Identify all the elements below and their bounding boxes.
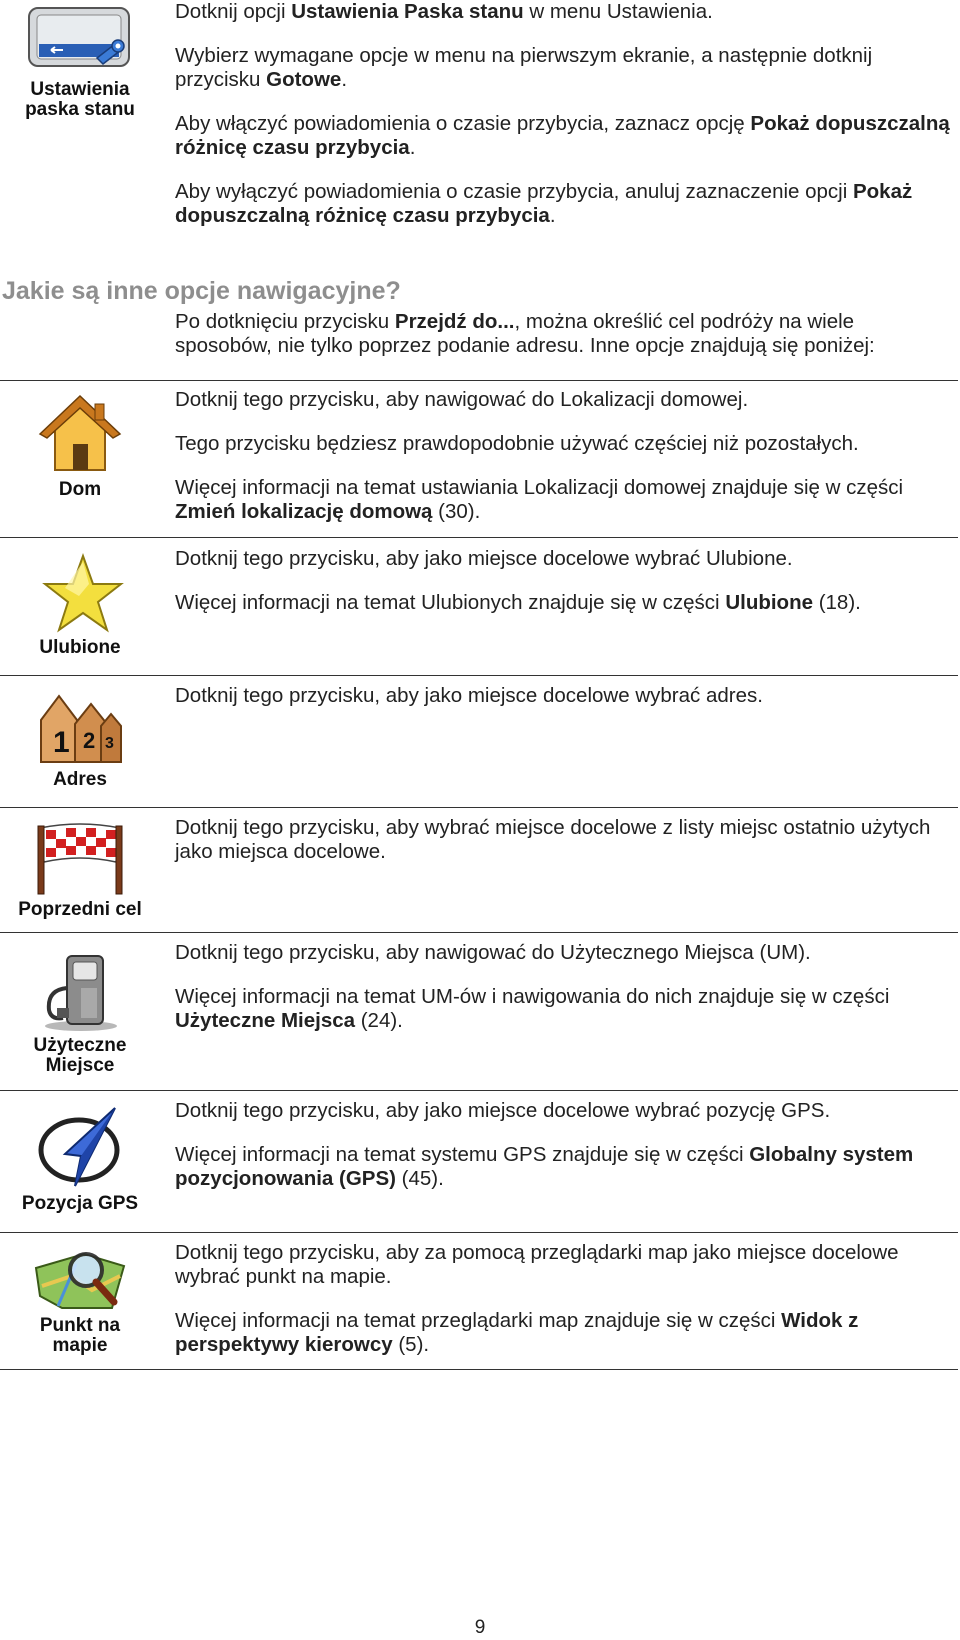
paragraph: Aby wyłączyć powiadomienia o czasie przybycia, anuluj zaznaczenie opcji Pokaż dopuszczalną różnicę czasu przybycia. [175, 180, 913, 227]
paragraph: Dotknij tego przycisku, aby wybrać miejsce docelowe z listy miejsc ostatnio użytych jako miejsca docelowe. [175, 816, 931, 863]
paragraph: Więcej informacji na temat ustawiania Lokalizacji domowej znajduje się w części Zmień lokalizację domową (30). [175, 476, 904, 523]
divider [0, 380, 958, 381]
paragraph: Dotknij tego przycisku, aby jako miejsce docelowe wybrać pozycję GPS. [175, 1099, 831, 1122]
settings-device-icon [25, 6, 135, 76]
emphasis: Ulubione [725, 591, 813, 614]
address-label: Adres [53, 769, 107, 790]
poi-description [175, 941, 950, 1053]
home-option[interactable] [0, 392, 160, 500]
paragraph: Dotknij tego przycisku, aby jako miejsce docelowe wybrać adres. [175, 684, 763, 707]
point-on-map-option[interactable] [0, 1246, 160, 1356]
emphasis: Widok z perspektywy kierowcy [175, 1309, 859, 1356]
divider [0, 675, 958, 676]
home-label: Dom [58, 479, 102, 500]
paragraph: Dotknij tego przycisku, aby jako miejsce docelowe wybrać Ulubione. [175, 547, 793, 570]
address-description [175, 684, 950, 728]
emphasis: Globalny system pozycjonowania (GPS) [175, 1143, 914, 1190]
poi-label: Użyteczne Miejsce [33, 1035, 127, 1076]
gps-position-label: Pozycja GPS [21, 1193, 139, 1214]
intro-paragraph: Po dotknięciu przycisku Przejdź do..., można określić cel podróży na wiele sposobów, nie tylko poprzez podanie adresu. Inne opcje znajdują się poniżej: [175, 310, 875, 357]
recent-destination-description [175, 816, 950, 884]
favourites-option[interactable] [0, 552, 160, 658]
svg-text:1: 1 [53, 726, 70, 759]
status-bar-settings-text [175, 0, 950, 248]
emphasis: Przejdź do... [394, 310, 515, 333]
gps-position-description [175, 1099, 950, 1211]
fuel-pump-icon [35, 948, 125, 1032]
intro-text [175, 310, 950, 378]
home-icon [35, 392, 125, 476]
finish-flag-icon [32, 822, 128, 896]
gps-icon [35, 1104, 125, 1190]
paragraph: Dotknij tego przycisku, aby za pomocą przeglądarki map jako miejsce docelowe wybrać punkt na mapie. [175, 1241, 899, 1288]
point-on-map-description [175, 1241, 950, 1377]
paragraph: Więcej informacji na temat Ulubionych znajduje się w części Ulubione (18). [175, 591, 861, 614]
emphasis: Użyteczne Miejsca [175, 1009, 356, 1032]
gps-position-option[interactable] [0, 1104, 160, 1214]
recent-destination-label: Poprzedni cel [18, 899, 142, 920]
paragraph: Więcej informacji na temat przeglądarki map znajduje się w części Widok z perspektywy kierowcy (5). [175, 1309, 859, 1356]
page-number: 9 [474, 1617, 486, 1638]
section-heading: Jakie są inne opcje nawigacyjne? [2, 277, 401, 305]
paragraph: Aby włączyć powiadomienia o czasie przybycia, zaznacz opcję Pokaż dopuszczalną różnicę czasu przybycia. [175, 112, 950, 159]
star-icon [35, 552, 125, 634]
paragraph: Dotknij tego przycisku, aby nawigować do Lokalizacji domowej. [175, 388, 749, 411]
emphasis: Gotowe [266, 68, 342, 91]
paragraph: Tego przycisku będziesz prawdopodobnie używać częściej niż pozostałych. [175, 432, 859, 455]
emphasis: Ustawienia Paska stanu [291, 0, 524, 23]
status-bar-settings-option[interactable] [0, 6, 160, 120]
divider [0, 1232, 958, 1233]
divider [0, 1090, 958, 1091]
emphasis: Pokaż dopuszczalną różnicę czasu przybycia [175, 180, 913, 227]
status-bar-settings-label: Ustawienia paska stanu [25, 79, 135, 120]
emphasis: Pokaż dopuszczalną różnicę czasu przybycia [175, 112, 950, 159]
paragraph: Wybierz wymagane opcje w menu na pierwszym ekranie, a następnie dotknij przycisku Gotowe. [175, 44, 873, 91]
address-option[interactable] [0, 690, 160, 790]
divider [0, 807, 958, 808]
emphasis: Zmień lokalizację domową [175, 500, 433, 523]
home-description [175, 388, 950, 544]
poi-option[interactable] [0, 948, 160, 1076]
divider [0, 932, 958, 933]
recent-destination-option[interactable] [0, 822, 160, 920]
paragraph: Dotknij tego przycisku, aby nawigować do Użytecznego Miejsca (UM). [175, 941, 811, 964]
paragraph: Więcej informacji na temat UM-ów i nawigowania do nich znajduje się w części Użyteczne Miejsca (24). [175, 985, 890, 1032]
paragraph: Dotknij opcji Ustawienia Paska stanu w menu Ustawienia. [175, 0, 713, 23]
favourites-label: Ulubione [39, 637, 121, 658]
address-icon [35, 690, 125, 766]
point-on-map-label: Punkt na mapie [39, 1315, 121, 1356]
svg-text:2: 2 [83, 728, 96, 753]
map-magnifier-icon [32, 1246, 128, 1312]
paragraph: Więcej informacji na temat systemu GPS znajduje się w części Globalny system pozycjonowania (GPS) (45). [175, 1143, 914, 1190]
svg-text:3: 3 [105, 735, 114, 752]
favourites-description [175, 547, 950, 635]
